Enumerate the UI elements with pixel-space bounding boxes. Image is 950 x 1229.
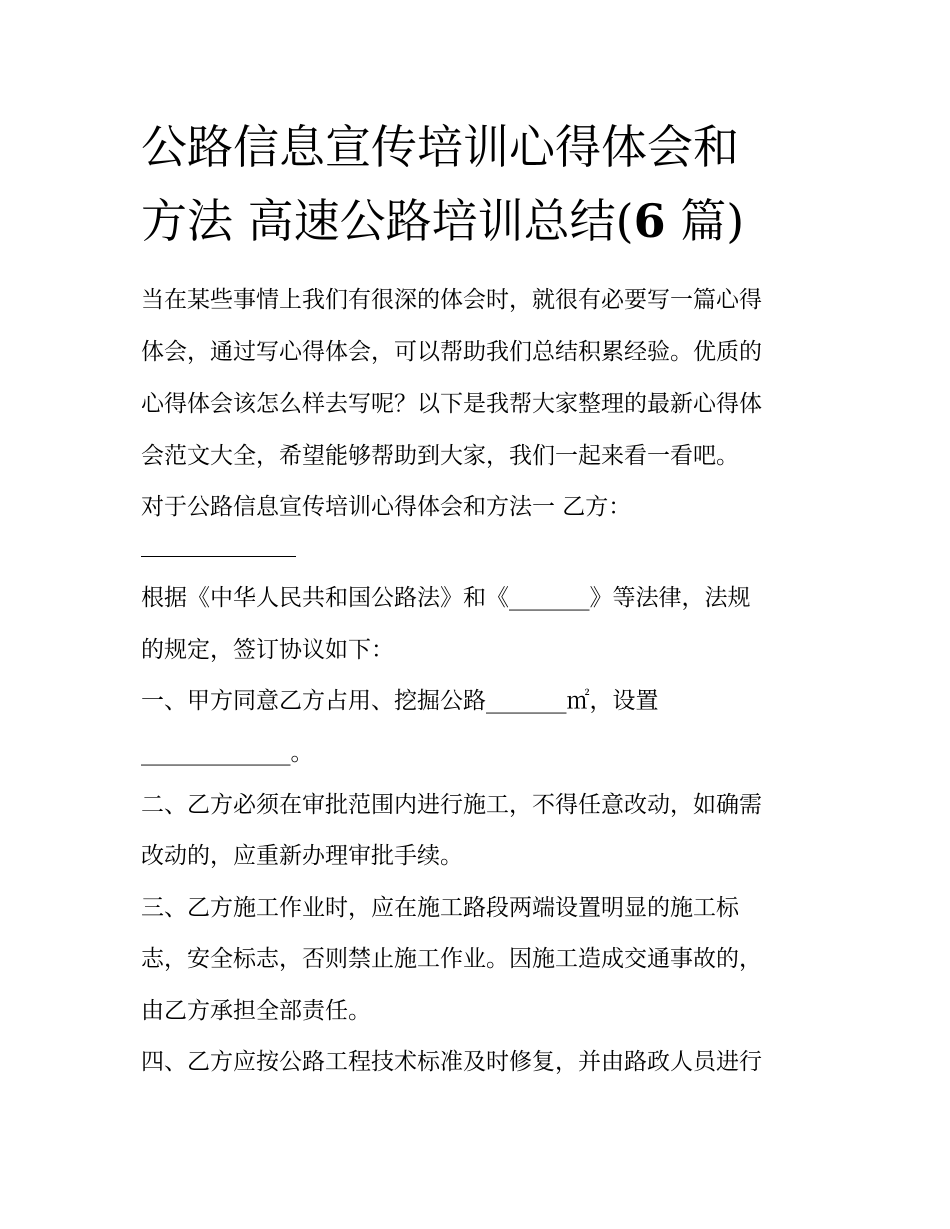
signature-blank-line xyxy=(141,556,296,557)
clause-four-line-1: 四、乙方应按公路工程技术标准及时修复，并由路政人员进行 xyxy=(141,1049,762,1075)
clause-one-line-1: 一、甲方同意乙方占用、挖掘公路_______㎡，设置 xyxy=(141,688,659,714)
clause-three-line-2: 志，安全标志，否则禁止施工作业。因施工造成交通事故的， xyxy=(141,946,762,972)
paragraph-line-1: 当在某些事情上我们有很深的体会时，就很有必要写一篇心得 xyxy=(141,287,762,313)
paragraph-line-4: 会范文大全，希望能够帮助到大家，我们一起来看一看吧。 xyxy=(141,443,739,469)
paragraph-line-6: 根据《中华人民共和国公路法》和《_______》等法律，法规 xyxy=(141,585,751,611)
clause-two-line-1: 二、乙方必须在审批范围内进行施工，不得任意改动，如确需 xyxy=(141,792,762,818)
clause-one-line-2: _____________。 xyxy=(141,740,314,766)
clause-two-line-2: 改动的，应重新办理审批手续。 xyxy=(141,843,463,869)
paragraph-line-2: 体会，通过写心得体会，可以帮助我们总结积累经验。优质的 xyxy=(141,339,762,365)
clause-three-line-1: 三、乙方施工作业时，应在施工路段两端设置明显的施工标 xyxy=(141,895,739,921)
paragraph-line-3: 心得体会该怎么样去写呢？以下是我帮大家整理的最新心得体 xyxy=(141,391,762,417)
title-text-part-1: 方法 高速公路培训总结( xyxy=(141,194,634,248)
paragraph-line-7: 的规定，签订协议如下： xyxy=(141,637,394,663)
clause-three-line-3: 由乙方承担全部责任。 xyxy=(141,998,371,1024)
title-number: 6 xyxy=(633,194,666,248)
title-text-part-2: 篇) xyxy=(665,194,745,248)
document-title-line-2 xyxy=(141,194,821,248)
document-title-line-1: 公路信息宣传培训心得体会和 xyxy=(141,120,739,174)
section-heading-line: 对于公路信息宣传培训心得体会和方法一 乙方： xyxy=(141,494,632,520)
